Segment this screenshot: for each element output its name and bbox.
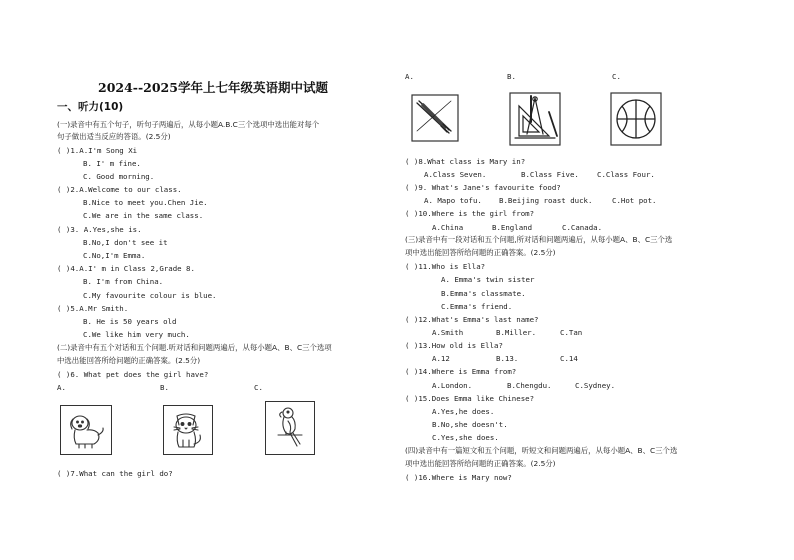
q7-stem: ( )7.What can the girl do? — [57, 469, 173, 478]
dog-icon — [61, 406, 111, 454]
q7-label-b: B. — [507, 72, 516, 81]
q12-option-b: B.Miller. — [496, 328, 537, 337]
q2-option-b: B.Nice to meet you.Chen Jie. — [83, 198, 208, 207]
q9-stem: ( )9. What's Jane's favourite food? — [405, 183, 561, 192]
q5-option-c: C.We like him very much. — [83, 330, 190, 339]
parrot-icon — [266, 402, 314, 454]
part4-instruction-line1: (四)录音中有一篇短文和五个问题，听短文和问题两遍后，从每小题A、B、C三个选 — [405, 446, 678, 455]
q8-stem: ( )8.What class is Mary in? — [405, 157, 526, 166]
q2-stem: ( )2.A.Welcome to our class. — [57, 185, 182, 194]
q3-option-b: B.No,I don't see it — [83, 238, 168, 247]
q1-option-b: B. I' m fine. — [83, 159, 141, 168]
q13-option-c: C.14 — [560, 354, 578, 363]
q7-label-c: C. — [612, 72, 621, 81]
q6-label-a: A. — [57, 383, 66, 392]
q16-stem: ( )16.Where is Mary now? — [405, 473, 512, 482]
q9-option-b: B.Beijing roast duck. — [499, 196, 593, 205]
q1-option-c: C. Good morning. — [83, 172, 155, 181]
q14-option-a: A.London. — [432, 381, 473, 390]
q3-stem: ( )3. A.Yes,she is. — [57, 225, 142, 234]
q13-option-a: A.12 — [432, 354, 450, 363]
part2-instruction-line2: 中选出能回答所给问题的正确答案。(2.5分) — [57, 356, 201, 365]
q15-stem: ( )15.Does Emma like Chinese? — [405, 394, 535, 403]
q9-option-c: C.Hot pot. — [612, 196, 657, 205]
section-heading-listening: 一、听力(10) — [57, 101, 124, 113]
page-title: 2024--2025学年上七年级英语期中试题 — [98, 80, 328, 95]
part2-instruction-line1: (二)录音中有五个对话和五个问题.听对话和问题两遍后，从每小题A、B、C三个选项 — [57, 343, 332, 352]
q6-stem: ( )6. What pet does the girl have? — [57, 370, 209, 379]
violin-icon — [411, 93, 459, 143]
q15-option-a: A.Yes,he does. — [432, 407, 495, 416]
part4-instruction-line2: 项中选出能回答所给问题的正确答案。(2.5分) — [405, 459, 556, 468]
q4-stem: ( )4.A.I' m in Class 2,Grade 8. — [57, 264, 195, 273]
q11-option-b: B.Emma's classmate. — [441, 289, 526, 298]
q13-option-b: B.13. — [496, 354, 519, 363]
dog-picture — [60, 405, 112, 455]
q8-option-a: A.Class Seven. — [424, 170, 487, 179]
cat-icon — [164, 406, 212, 454]
q13-stem: ( )13.How old is Ella? — [405, 341, 503, 350]
q6-label-c: C. — [254, 383, 263, 392]
q12-option-a: A.Smith — [432, 328, 464, 337]
part1-instruction-line1: (一)录音中有五个句子，听句子两遍后，从每小题A.B.C三个选项中选出能对每个 — [57, 120, 320, 129]
q11-option-a: A. Emma's twin sister — [441, 275, 535, 284]
q15-option-b: B.No,she doesn't. — [432, 420, 508, 429]
q14-option-b: B.Chengdu. — [507, 381, 552, 390]
drawing-tools-picture — [509, 92, 561, 146]
q14-option-c: C.Sydney. — [575, 381, 616, 390]
q15-option-c: C.Yes,she does. — [432, 433, 499, 442]
q10-option-c: C.Canada. — [562, 223, 603, 232]
q1-stem: ( )1.A.I'm Song Xi — [57, 146, 138, 155]
part3-instruction-line1: (三)录音中有一段对话和五个问题,所对话和问题两遍后，从每小题A、B、C三个选 — [405, 235, 673, 244]
q8-option-b: B.Class Five. — [521, 170, 579, 179]
drawing-tools-icon — [509, 92, 561, 146]
q4-option-c: C.My favourite colour is blue. — [83, 291, 217, 300]
part1-instruction-line2: 句子做出适当反应的答语。(2.5分) — [57, 132, 171, 141]
basketball-picture — [610, 92, 662, 146]
q12-option-c: C.Tan — [560, 328, 583, 337]
basketball-icon — [610, 92, 662, 146]
part3-instruction-line2: 项中选出能回答所给问题的正确答案。(2.5分) — [405, 248, 556, 257]
q10-stem: ( )10.Where is the girl from? — [405, 209, 535, 218]
q10-option-a: A.China — [432, 223, 464, 232]
q2-option-c: C.We are in the same class. — [83, 211, 204, 220]
q8-option-c: C.Class Four. — [597, 170, 655, 179]
q6-label-b: B. — [160, 383, 169, 392]
parrot-picture — [265, 401, 315, 455]
q7-label-a: A. — [405, 72, 414, 81]
q11-option-c: C.Emma's friend. — [441, 302, 513, 311]
q14-stem: ( )14.Where is Emma from? — [405, 367, 517, 376]
q10-option-b: B.England — [492, 223, 533, 232]
cat-picture — [163, 405, 213, 455]
q5-option-b: B. He is 50 years old — [83, 317, 177, 326]
violin-picture — [411, 93, 459, 143]
q3-option-c: C.No,I'm Emma. — [83, 251, 146, 260]
q5-stem: ( )5.A.Mr Smith. — [57, 304, 129, 313]
q4-option-b: B. I'm from China. — [83, 277, 164, 286]
q9-option-a: A. Mapo tofu. — [424, 196, 482, 205]
q12-stem: ( )12.What's Emma's last name? — [405, 315, 539, 324]
q11-stem: ( )11.Who is Ella? — [405, 262, 486, 271]
